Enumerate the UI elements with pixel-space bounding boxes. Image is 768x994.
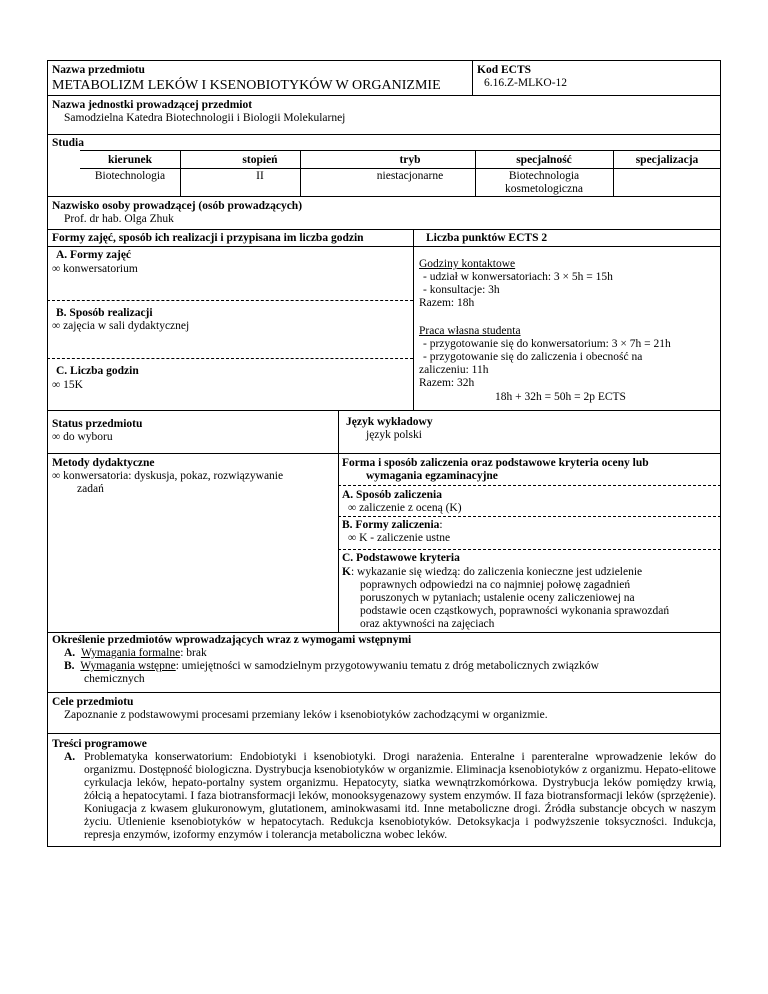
unit-value: Samodzielna Katedra Biotechnologii i Biologii Molekularnej [64, 112, 346, 124]
ects-self-line: Razem: 32h [419, 377, 475, 389]
assessment-c-line: : wykazanie się wiedzą: do zaliczenia konieczne jest udzielenie [350, 566, 643, 578]
prereq-b-value-cont: chemicznych [84, 673, 145, 685]
dashed-divider [338, 485, 721, 486]
forms-label: Formy zajęć, sposób ich realizacji i przypisana im liczba godzin [52, 232, 364, 244]
divider [338, 453, 339, 632]
prereq-a-key: A. [64, 647, 76, 659]
assessment-c-label: C. Podstawowe kryteria [342, 552, 460, 564]
ects-contact-line: - udział w konwersatoriach: 3 × 5h = 15h [423, 271, 613, 283]
status-label: Status przedmiotu [52, 418, 143, 430]
assessment-c-line: oraz aktywności na zajęciach [360, 618, 495, 630]
prereq-label: Określenie przedmiotów wprowadzających wraz z wymogami wstępnymi [52, 634, 412, 646]
divider [47, 410, 721, 411]
assessment-c-line: poruszonych w pytaniach; ustalenie oceny zaliczeniowej na [360, 592, 635, 604]
assessment-b-value: ∞ K - zaliczenie ustne [348, 532, 450, 545]
unit-label: Nazwa jednostki prowadzącej przedmiot [52, 99, 253, 111]
divider [47, 229, 721, 230]
divider [338, 410, 339, 453]
assessment-a-label: A. Sposób zaliczenia [342, 489, 442, 501]
studia-tryb-value: niestacjonarne [376, 170, 444, 182]
studia-header-tryb: tryb [399, 154, 421, 166]
studia-label: Studia [52, 137, 84, 149]
forms-b-label: B. Sposób realizacji [56, 307, 153, 319]
forms-c-label: C. Liczba godzin [56, 365, 139, 377]
divider [47, 733, 721, 734]
ects-code-label: Kod ECTS [477, 64, 532, 76]
dashed-divider [47, 300, 413, 301]
assessment-label-cont: wymagania egzaminacyjne [366, 470, 498, 482]
methods-value-cont: zadań [77, 483, 104, 495]
studia-table [80, 150, 722, 196]
goals-value: Zapoznanie z podstawowymi procesami przemiany leków i ksenobiotyków zachodzącymi w organizmie. [64, 709, 548, 721]
divider [47, 692, 721, 693]
dashed-divider [338, 516, 721, 517]
ects-self-line: - przygotowanie się do konwersatorium: 3 × 7h = 21h [423, 338, 671, 350]
divider [413, 229, 414, 410]
ects-code-value: 6.16.Z-MLKO-12 [484, 77, 568, 89]
studia-kierunek-value: Biotechnologia [94, 170, 166, 182]
language-label: Język wykładowy [346, 416, 433, 428]
prereq-b-key: B. [64, 660, 75, 672]
studia-stopien-value: II [256, 170, 264, 182]
studia-header-kierunek: kierunek [107, 154, 153, 166]
divider [47, 134, 721, 135]
lecturer-value: Prof. dr hab. Olga Zhuk [64, 213, 174, 225]
assessment-a-value: ∞ zaliczenie z oceną (K) [348, 502, 462, 515]
content-label: Treści programowe [52, 738, 147, 750]
assessment-c-first-line [342, 566, 642, 579]
prereq-b [64, 660, 599, 673]
prereq-b-value: : umiejętności w samodzielnym przygotowywaniu tematu z dróg metabolicznych związków [175, 660, 599, 672]
methods-value: ∞ konwersatoria: dyskusja, pokaz, rozwiązywanie [52, 470, 283, 483]
subject-value: METABOLIZM LEKÓW I KSENOBIOTYKÓW W ORGANIZMIE [52, 78, 441, 93]
dashed-divider [47, 358, 413, 359]
assessment-b-label: B. Formy zaliczenia [342, 519, 440, 531]
divider [47, 196, 721, 197]
goals-label: Cele przedmiotu [52, 696, 134, 708]
prereq-a-value: : brak [180, 647, 207, 659]
divider [47, 246, 413, 247]
subject-label: Nazwa przedmiotu [52, 64, 145, 76]
assessment-c-key: K [342, 566, 351, 578]
assessment-b-colon: : [439, 519, 443, 531]
lecturer-label: Nazwisko osoby prowadzącej (osób prowadzących) [52, 200, 303, 212]
ects-self-line: zaliczeniu: 11h [419, 364, 489, 376]
forms-c-value: ∞ 15K [52, 379, 83, 392]
dashed-divider [338, 549, 721, 550]
divider [47, 453, 721, 454]
content-a-text: Problematyka konserwatorium: Endobiotyki i ksenobiotyki. Drogi narażenia. Enteralne i parenteralne wprowadzenie leków do organizmu. Dostępność biologiczna. Dystrybucja ksenobiotyków w organizmie. Eliminacja ksenobiotyków z organizmu. Hepato-elitowe cyrkulacja leków, hepato-portalny system organizmu. Hepatocyty, siatka wewnątrzkomórkowa. Dystrybucja leków pomiędzy krwią, żółcią a hepatocytami. I faza biotransformacji leków, monooksygenazowy system enzymów. II faza biotransformacji leków (sprzężenie). Koniugacja z kwasem glukuronowym, glutationem, aminokwasami itd. Inne metaboliczne drogi. Źródła substancje obcych w naszym życiu. Utlenienie ksenobiotyków w hepatocytach. Redukcja ksenobiotyków. Detoksykacja i podwyższenie toksyczności. Indukcja, represja enzymów, izoformy enzymów i tolerancja metaboliczna wobec leków. [84, 751, 716, 841]
ects-self-line: - przygotowanie się do zaliczenia i obecność na [423, 351, 643, 363]
studia-header-stopien: stopień [242, 154, 278, 166]
prereq-b-link: Wymagania wstępne [80, 660, 176, 672]
studia-specjalnosc-value: Biotechnologia kosmetologiczna [505, 170, 583, 195]
ects-total: 18h + 32h = 50h = 2p ECTS [495, 391, 626, 403]
forms-a-value: ∞ konwersatorium [52, 263, 138, 276]
assessment-c-line: poprawnych odpowiedzi na co najmniej połowę zagadnień [360, 579, 631, 591]
content-a-key: A. [64, 751, 76, 763]
prereq-a-link: Wymagania formalne [80, 647, 181, 659]
assessment-c-line: podstawie ocen cząstkowych, poprawności wykonania sprawozdań [360, 605, 670, 617]
status-value: ∞ do wyboru [52, 431, 113, 444]
ects-contact-line: Razem: 18h [419, 297, 475, 309]
ects-label: Liczba punktów ECTS 2 [426, 232, 548, 244]
divider [413, 246, 721, 247]
assessment-label: Forma i sposób zaliczenia oraz podstawowe kryteria oceny lub [342, 457, 649, 469]
forms-b-value: ∞ zajęcia w sali dydaktycznej [52, 320, 189, 333]
ects-self-heading: Praca własna studenta [419, 325, 521, 337]
language-value: język polski [366, 429, 422, 441]
studia-header-specjalnosc: specjalność [516, 154, 572, 166]
assessment-b-label-line [342, 519, 443, 532]
ects-contact-heading: Godziny kontaktowe [419, 258, 516, 270]
methods-label: Metody dydaktyczne [52, 457, 155, 469]
ects-contact-line: - konsultacje: 3h [423, 284, 500, 296]
forms-a-label: A. Formy zajęć [56, 249, 132, 261]
prereq-a [64, 647, 207, 660]
divider [47, 632, 721, 633]
studia-header-specjalizacja: specjalizacja [635, 154, 699, 166]
